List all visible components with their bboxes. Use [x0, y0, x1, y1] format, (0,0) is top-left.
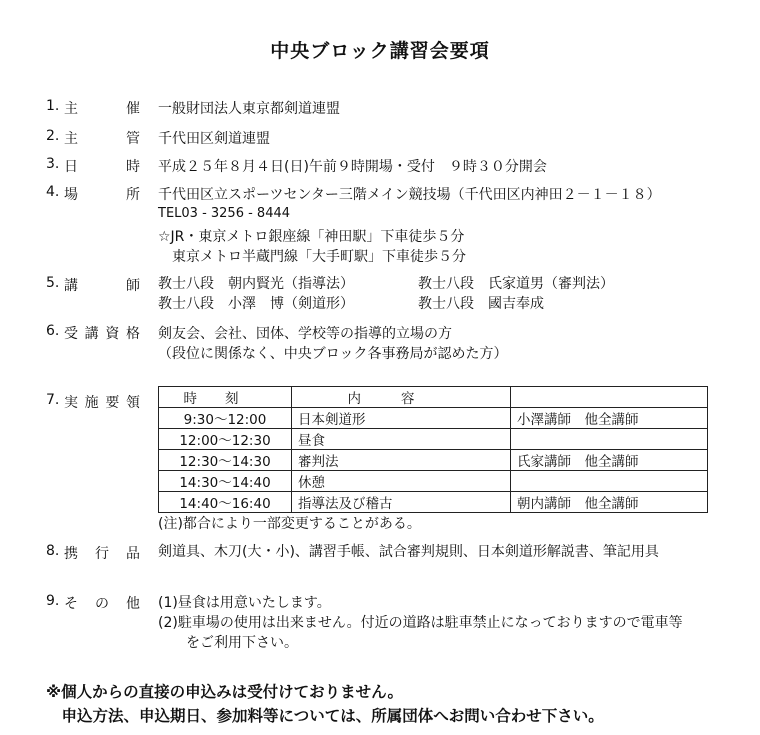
page-title: 中央ブロック講習会要項 [270, 40, 490, 62]
schedule-content: 審判法 [292, 450, 511, 471]
schedule-content: 昼食 [292, 429, 511, 450]
section-8-number: 8. [46, 543, 60, 559]
manager: 千代田区剣道連盟 [158, 131, 270, 147]
schedule-time: 14:40～16:40 [159, 492, 292, 513]
schedule-instructor: 小澤講師 他全講師 [511, 408, 708, 429]
section-1-label: 主 催 [64, 101, 140, 117]
section-3-number: 3. [46, 156, 60, 172]
instructor: 教士八段 朝内賢光（指導法） [158, 276, 354, 292]
footer-note-2: 申込方法、申込期日、参加料等については、所属団体へお問い合わせ下さい。 [46, 707, 604, 725]
organizer: 一般財団法人東京都剣道連盟 [158, 101, 340, 117]
schedule-time: 12:00～12:30 [159, 429, 292, 450]
other-note-1: (1)昼食は用意いたします。 [158, 595, 331, 611]
table-row [159, 450, 708, 471]
table-row [159, 492, 708, 513]
section-9-label: そ の 他 [64, 596, 140, 612]
instructor: 教士八段 小澤 博（剣道形） [158, 296, 354, 312]
section-4-number: 4. [46, 184, 60, 200]
section-6-label: 受 講 資 格 [64, 326, 140, 342]
schedule-content: 指導法及び稽古 [292, 492, 511, 513]
venue-phone: TEL03 - 3256 - 8444 [158, 206, 291, 221]
section-9-number: 9. [46, 593, 60, 609]
section-3-label: 日 時 [64, 159, 140, 175]
section-2-number: 2. [46, 128, 60, 144]
other-note-2: (2)駐車場の使用は出来ません。付近の道路は駐車禁止になっておりますので電車等 [158, 615, 683, 631]
schedule-instructor [511, 429, 708, 450]
other-note-2-cont: をご利用下さい。 [158, 635, 298, 651]
section-6-number: 6. [46, 323, 60, 339]
instructor: 教士八段 國吉奉成 [418, 296, 544, 312]
venue-access-1: ☆JR・東京メトロ銀座線「神田駅」下車徒歩５分 [158, 229, 465, 245]
eligibility-note: （段位に関係なく、中央ブロック各事務局が認めた方） [158, 346, 508, 362]
schedule-content: 休憩 [292, 471, 511, 492]
header-time: 時刻 [159, 387, 292, 408]
schedule-instructor [511, 471, 708, 492]
section-7-number: 7. [46, 392, 60, 408]
schedule-time: 14:30～14:40 [159, 471, 292, 492]
schedule-instructor: 朝内講師 他全講師 [511, 492, 708, 513]
section-5-number: 5. [46, 275, 60, 291]
section-8-label: 携 行 品 [64, 546, 140, 562]
schedule-content: 日本剣道形 [292, 408, 511, 429]
date-time: 平成２５年８月４日(日)午前９時開場・受付 ９時３０分開会 [158, 159, 547, 175]
schedule-time: 12:30～14:30 [159, 450, 292, 471]
schedule-time: 9:30～12:00 [159, 408, 292, 429]
section-1-number: 1. [46, 98, 60, 114]
header-blank [511, 387, 708, 408]
schedule-instructor: 氏家講師 他全講師 [511, 450, 708, 471]
table-header-row [159, 387, 708, 408]
eligibility: 剣友会、会社、団体、学校等の指導的立場の方 [158, 326, 452, 342]
venue-name: 千代田区立スポーツセンター三階メイン競技場（千代田区内神田２－１－１８） [158, 187, 661, 203]
venue-access-2: 東京メトロ半蔵門線「大手町駅」下車徒歩５分 [158, 249, 466, 265]
instructor: 教士八段 氏家道男（審判法） [418, 276, 614, 292]
table-row [159, 429, 708, 450]
section-2-label: 主 管 [64, 131, 140, 147]
schedule-table [158, 386, 708, 513]
section-5-label: 講 師 [64, 278, 140, 294]
footer-note-1: ※個人からの直接の申込みは受付けておりません。 [46, 683, 404, 701]
header-content: 内容 [292, 387, 511, 408]
section-4-label: 場 所 [64, 187, 140, 203]
schedule-note: (注)都合により一部変更することがある。 [158, 516, 421, 532]
table-row [159, 471, 708, 492]
section-7-label: 実 施 要 領 [64, 395, 140, 411]
items-to-bring: 剣道具、木刀(大・小)、講習手帳、試合審判規則、日本剣道形解説書、筆記用具 [158, 544, 659, 560]
table-row [159, 408, 708, 429]
